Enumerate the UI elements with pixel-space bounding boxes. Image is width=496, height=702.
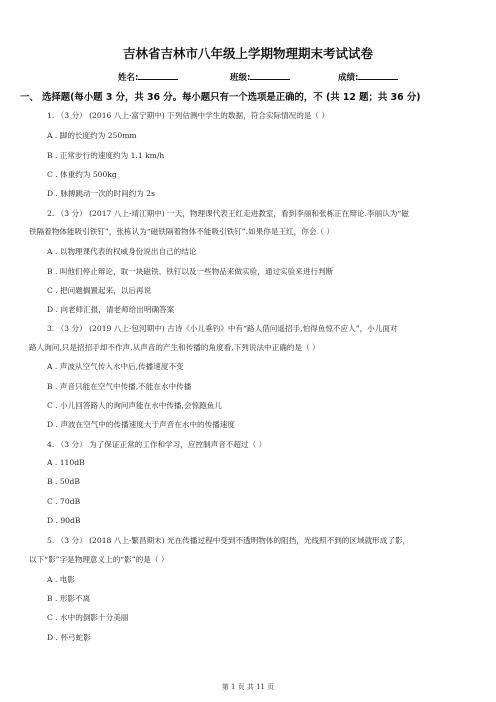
score-label: 成绩: bbox=[338, 73, 359, 83]
question-5-option-d: D . 杯弓蛇影 bbox=[47, 633, 91, 642]
question-3-option-b: B . 声音只能在空气中传播,不能在水中传播 bbox=[47, 382, 192, 391]
name-field bbox=[118, 70, 178, 83]
question-1-option-b: B . 正常步行的速度约为 1.1 km/h bbox=[47, 151, 165, 160]
question-1-stem: 1. （3 分） (2016 八上·富宁期中) 下列估测中学生的数据，符合实际情况的是（ ） bbox=[47, 111, 330, 120]
question-5-stem-line-2: 以下“影”字是物理意义上的“影”的是（ ） bbox=[29, 555, 169, 564]
question-5-option-b: B . 形影不离 bbox=[47, 594, 91, 603]
name-blank bbox=[138, 70, 178, 80]
section-heading: 一、 选择题(每小题 3 分，共 36 分。每小题只有一个选项是正确的，不 (共 12 题；共 36 分) bbox=[20, 92, 421, 103]
question-3-stem-line-2: 路人询问,只是招招手却不作声,从声音的产生和传播的角度看,下列说法中正确的是（ ） bbox=[29, 343, 320, 352]
score-blank bbox=[358, 70, 398, 80]
question-3-option-c: C . 小儿回答路人的询问声能在水中传播,会惊跑鱼儿 bbox=[47, 401, 222, 410]
score-field bbox=[338, 70, 398, 83]
name-label: 姓名: bbox=[118, 73, 139, 83]
question-5-option-a: A . 电影 bbox=[47, 575, 75, 584]
question-2-option-c: C . 把问题搁置起来，以后再说 bbox=[47, 286, 152, 295]
question-3-option-a: A . 声波从空气传入水中后,传播速度不变 bbox=[47, 362, 184, 371]
question-2-stem-line-2: 铁隔着物体能吸引铁钉”，张栋认为“磁铁隔着物体不能吸引铁钉”.如果你是王红，你会（ ） bbox=[29, 227, 335, 236]
page-title: 吉林省吉林市八年级上学期物理期末考试试卷 bbox=[122, 46, 373, 61]
student-info-row bbox=[0, 70, 496, 84]
question-1-option-d: D . 脉搏跳动一次的时间约为 2s bbox=[47, 189, 156, 198]
page-footer: 第 1 页 共 11 页 bbox=[221, 683, 275, 691]
question-4-option-d: D . 90dB bbox=[47, 516, 81, 525]
question-4-option-c: C . 70dB bbox=[47, 497, 81, 506]
question-2-stem-line-1: 2. （3 分） (2017 八上·靖江期中) 一天，物理课代表王红走进教室，看到李丽和张栋正在辩论.李丽认为“磁 bbox=[47, 209, 409, 218]
question-2-option-a: A . 以物理课代表的权威身份说出自己的结论 bbox=[47, 247, 197, 256]
question-3-stem-line-1: 3. （3 分） (2019 八上·包河期中) 古诗《小儿垂钓》中有“路人借问遥招手,怕得鱼惊不应人”，小儿面对 bbox=[47, 324, 398, 333]
class-label: 班级: bbox=[230, 73, 251, 83]
question-1-option-a: A . 脚的长度约为 250mm bbox=[47, 131, 137, 140]
question-4-stem: 4. （3 分） 为了保证正常的工作和学习，应控制声音不超过（ ） bbox=[47, 440, 267, 449]
question-2-option-b: B . 叫他们停止辩论，取一块磁铁、铁钉以及一些物品来做实验，通过实验来进行判断 bbox=[47, 267, 334, 276]
class-field bbox=[230, 70, 290, 83]
question-1-option-c: C . 体重约为 500kg bbox=[47, 170, 117, 179]
question-5-stem-line-1: 5. （3 分） (2018 八上·繁昌期末) 光在传播过程中受到不透明物体的阻挡，光线照不到的区域就形成了影， bbox=[47, 536, 411, 545]
question-2-option-d: D . 向老师汇报，请老师给出明确答案 bbox=[47, 305, 175, 314]
question-4-option-a: A . 110dB bbox=[47, 458, 85, 467]
question-4-option-b: B . 50dB bbox=[47, 477, 80, 486]
class-blank bbox=[250, 70, 290, 80]
question-5-option-c: C . 水中的倒影十分美丽 bbox=[47, 613, 129, 622]
question-3-option-d: D . 声波在空气中的传播速度大于声音在水中的传播速度 bbox=[47, 420, 235, 429]
